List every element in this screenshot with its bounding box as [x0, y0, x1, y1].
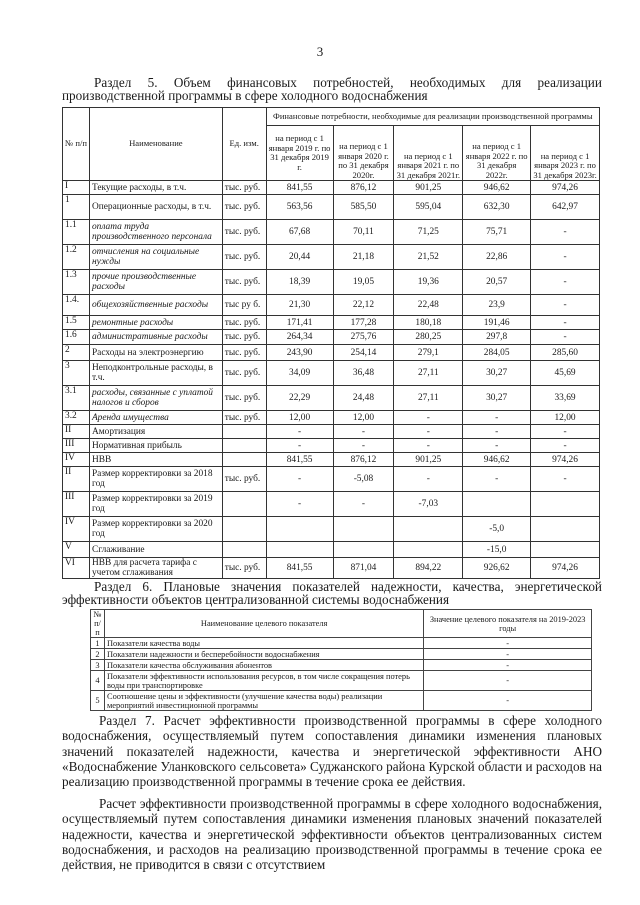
section5-heading-line1: Раздел 5. Объем финансовых потребностей, необходимых для реализации	[94, 75, 602, 90]
table-row	[63, 467, 600, 492]
row-value: 33,69	[531, 386, 600, 411]
row-name: Нормативная прибыль	[89, 439, 222, 453]
row-value: 563,56	[266, 195, 333, 220]
num: III	[63, 439, 90, 453]
t6-num: 1	[91, 638, 105, 649]
num: VI	[63, 558, 90, 579]
header-unit: Ед. изм.	[222, 108, 266, 181]
row-value	[463, 492, 531, 517]
num: I	[63, 181, 90, 195]
page-number: 3	[316, 44, 324, 59]
t6-name: Показатели эффективности использования ресурсов, в том числе сокращения потерь воды при транспортировке	[104, 671, 423, 691]
t6-value: -	[424, 649, 592, 660]
t6-num: 3	[91, 660, 105, 671]
financial-needs-table	[62, 107, 600, 579]
row-value: 946,62	[463, 181, 531, 195]
row-unit: тыс ру б.	[222, 295, 266, 316]
row-value: -	[333, 425, 394, 439]
row-value: -	[531, 439, 600, 453]
row-unit: тыс. руб.	[222, 345, 266, 361]
row-value: 67,68	[266, 220, 333, 245]
table-row	[63, 558, 600, 579]
t6-num: 5	[91, 691, 105, 711]
table-row	[91, 649, 592, 660]
row-value: -5,08	[333, 467, 394, 492]
num: II	[63, 467, 90, 492]
row-name: прочие производственные расходы	[89, 270, 222, 295]
row-name: Амортизация	[89, 425, 222, 439]
header-period: на период с 1 января 2021 г. по 31 декабря 2021г.	[394, 126, 463, 181]
row-value: -	[531, 270, 600, 295]
row-value: -5,0	[463, 517, 531, 542]
row-name: Размер корректировки за 2019 год	[89, 492, 222, 517]
section6-heading	[62, 580, 602, 606]
row-value: 254,14	[333, 345, 394, 361]
row-unit: тыс. руб.	[222, 270, 266, 295]
t6-name: Соотношение цены и эффективности (улучшение качества воды) реализации мероприятий инвестиционной программы	[104, 691, 423, 711]
table-row	[63, 295, 600, 316]
t6-name: Показатели качества воды	[104, 638, 423, 649]
header-period: на период с 1 января 2020 г. по 31 декабря 2020г.	[333, 126, 394, 181]
row-value: 21,18	[333, 245, 394, 270]
num: III	[63, 492, 90, 517]
row-value: 24,48	[333, 386, 394, 411]
row-name: НВВ	[89, 453, 222, 467]
row-value: -	[463, 439, 531, 453]
row-value: 275,76	[333, 330, 394, 345]
table-row	[63, 492, 600, 517]
row-value: 19,36	[394, 270, 463, 295]
row-value: -	[531, 220, 600, 245]
row-name: Операционные расходы, в т.ч.	[89, 195, 222, 220]
row-unit	[222, 439, 266, 453]
header-period: на период с 1 января 2022 г. по 31 декабря 2022г.	[463, 126, 531, 181]
row-name: расходы, связанные с уплатой налогов и сборов	[89, 386, 222, 411]
row-value: 21,52	[394, 245, 463, 270]
num: 3.2	[63, 411, 90, 425]
row-value: -	[394, 425, 463, 439]
t6-num: 4	[91, 671, 105, 691]
row-value: -	[333, 492, 394, 517]
row-unit: тыс. руб.	[222, 245, 266, 270]
row-unit: тыс. руб.	[222, 330, 266, 345]
header-name: Наименование	[89, 108, 222, 181]
table-row	[63, 425, 600, 439]
table-row	[63, 330, 600, 345]
num: 1.6	[63, 330, 90, 345]
row-value: 27,11	[394, 386, 463, 411]
row-value: 974,26	[531, 453, 600, 467]
section5-heading-line2: производственной программы в сфере холодного водоснабжения	[62, 88, 428, 103]
table-row	[63, 386, 600, 411]
row-unit: тыс. руб.	[222, 361, 266, 386]
section7-paragraph-1: Раздел 7. Расчет эффективности производственной программы в сфере холодного водоснабжения, осуществляемый путем сопоставления динамики изменения плановых значений показателей надежности, качества и энергетической эффективности АНО «Водоснабжение Уланковского сельсовета» Суджанского района Курской области и расходов на реализацию производственной программы в течение срока ее действия.	[62, 713, 602, 790]
t6-num: 2	[91, 649, 105, 660]
row-unit	[222, 542, 266, 558]
table-row	[63, 411, 600, 425]
row-value: 642,97	[531, 195, 600, 220]
row-value: 71,25	[394, 220, 463, 245]
table-row	[63, 245, 600, 270]
t6-value: -	[424, 671, 592, 691]
row-value: 191,46	[463, 316, 531, 330]
num: V	[63, 542, 90, 558]
num: 1	[63, 195, 90, 220]
table-row	[63, 220, 600, 245]
num: 3.1	[63, 386, 90, 411]
t6-value: -	[424, 638, 592, 649]
table-row	[63, 181, 600, 195]
header-period: на период с 1 января 2019 г. по 31 декабря 2019 г.	[266, 126, 333, 181]
header-period: на период с 1 января 2023 г. по 31 декабря 2023г.	[531, 126, 600, 181]
row-unit	[222, 425, 266, 439]
row-value: 22,12	[333, 295, 394, 316]
row-value	[333, 542, 394, 558]
row-value: 974,26	[531, 558, 600, 579]
row-name: Расходы на электроэнергию	[89, 345, 222, 361]
row-value: 876,12	[333, 181, 394, 195]
row-value: 926,62	[463, 558, 531, 579]
row-value: 279,1	[394, 345, 463, 361]
row-name: административные расходы	[89, 330, 222, 345]
row-value: 30,27	[463, 386, 531, 411]
row-value: 22,29	[266, 386, 333, 411]
section7-paragraph-2: Расчет эффективности производственной программы в сфере холодного водоснабжения, осуществляемый путем сопоставления динамики изменения плановых значений показателей надежности, качества и энергетической эффективности объектов централизованных систем водоснабжения, и расходов на реализацию производственной программы в течение срока ее действия, не приводится в связи с отсутствием	[62, 796, 602, 873]
table-row	[63, 195, 600, 220]
row-unit: тыс. руб.	[222, 181, 266, 195]
target-indicators-table	[90, 609, 592, 711]
row-value: -	[531, 245, 600, 270]
row-value: 36,48	[333, 361, 394, 386]
t6-value: -	[424, 660, 592, 671]
row-value	[531, 542, 600, 558]
row-value: -7,03	[394, 492, 463, 517]
row-value: 34,09	[266, 361, 333, 386]
row-value: 243,90	[266, 345, 333, 361]
row-value: 22,86	[463, 245, 531, 270]
row-unit: тыс. руб.	[222, 558, 266, 579]
row-value: 876,12	[333, 453, 394, 467]
table-row	[63, 453, 600, 467]
num: IV	[63, 453, 90, 467]
num: 1.1	[63, 220, 90, 245]
row-value: 18,39	[266, 270, 333, 295]
row-value	[333, 517, 394, 542]
t6-value: -	[424, 691, 592, 711]
row-value: 264,34	[266, 330, 333, 345]
row-value	[394, 517, 463, 542]
row-value	[394, 542, 463, 558]
row-value: 871,04	[333, 558, 394, 579]
row-value: 23,9	[463, 295, 531, 316]
row-value: -	[531, 295, 600, 316]
row-unit: тыс. руб.	[222, 316, 266, 330]
row-value: 20,57	[463, 270, 531, 295]
row-name: оплата труда производственного персонала	[89, 220, 222, 245]
row-value: -15,0	[463, 542, 531, 558]
row-value: 21,30	[266, 295, 333, 316]
row-name: НВВ для расчета тарифа с учетом сглаживания	[89, 558, 222, 579]
table-row	[63, 316, 600, 330]
table-row	[63, 345, 600, 361]
row-name: Аренда имущества	[89, 411, 222, 425]
row-value: 841,55	[266, 181, 333, 195]
table-row	[63, 439, 600, 453]
row-value: -	[266, 467, 333, 492]
row-value: 75,71	[463, 220, 531, 245]
row-value: 30,27	[463, 361, 531, 386]
row-value: 27,11	[394, 361, 463, 386]
row-value: -	[531, 467, 600, 492]
row-value: 177,28	[333, 316, 394, 330]
row-value: 632,30	[463, 195, 531, 220]
table-row	[63, 270, 600, 295]
section6-heading-line1: Раздел 6. Плановые значения показателей надежности, качества, энергетической	[94, 579, 602, 594]
row-value: -	[266, 492, 333, 517]
row-value	[531, 492, 600, 517]
table-row	[91, 638, 592, 649]
row-unit	[222, 453, 266, 467]
num: II	[63, 425, 90, 439]
row-value: 12,00	[266, 411, 333, 425]
row-unit	[222, 517, 266, 542]
row-value: 70,11	[333, 220, 394, 245]
num: 2	[63, 345, 90, 361]
row-value: 280,25	[394, 330, 463, 345]
num: IV	[63, 517, 90, 542]
row-name: Размер корректировки за 2018 год	[89, 467, 222, 492]
row-value: -	[531, 330, 600, 345]
row-value: 22,48	[394, 295, 463, 316]
row-unit: тыс. руб.	[222, 195, 266, 220]
table-row	[91, 660, 592, 671]
row-value: 180,18	[394, 316, 463, 330]
row-value: 284,05	[463, 345, 531, 361]
row-value: 12,00	[333, 411, 394, 425]
row-value: -	[394, 439, 463, 453]
num: 1.4.	[63, 295, 90, 316]
row-name: ремонтные расходы	[89, 316, 222, 330]
row-unit: тыс. руб.	[222, 411, 266, 425]
row-value: 946,62	[463, 453, 531, 467]
header-num: № п/п	[63, 108, 90, 181]
row-value: -	[463, 467, 531, 492]
t6-header-value: Значение целевого показателя на 2019-2023 годы	[424, 610, 592, 638]
row-unit: тыс. руб.	[222, 220, 266, 245]
row-value: 285,60	[531, 345, 600, 361]
row-value: 20,44	[266, 245, 333, 270]
row-name: Неподконтрольные расходы, в т.ч.	[89, 361, 222, 386]
num: 1.5	[63, 316, 90, 330]
row-value: 901,25	[394, 181, 463, 195]
num: 1.2	[63, 245, 90, 270]
header-group: Финансовые потребности, необходимые для реализации производственной программы	[266, 108, 599, 126]
row-unit: тыс. руб.	[222, 386, 266, 411]
row-value: 841,55	[266, 453, 333, 467]
row-value: 171,41	[266, 316, 333, 330]
row-value: -	[463, 411, 531, 425]
table-row	[63, 517, 600, 542]
section6-heading-line2: эффективности объектов централизованной системы водоснабжения	[62, 592, 450, 607]
num: 3	[63, 361, 90, 386]
row-value: 297,8	[463, 330, 531, 345]
row-value: -	[394, 411, 463, 425]
row-value: 45,69	[531, 361, 600, 386]
row-value: -	[463, 425, 531, 439]
row-value	[266, 517, 333, 542]
row-value: 894,22	[394, 558, 463, 579]
t6-name: Показатели качества обслуживания абонентов	[104, 660, 423, 671]
row-name: Размер корректировки за 2020 год	[89, 517, 222, 542]
row-name: Текущие расходы, в т.ч.	[89, 181, 222, 195]
row-name: общехозяйственные расходы	[89, 295, 222, 316]
row-value: 841,55	[266, 558, 333, 579]
row-value: 585,50	[333, 195, 394, 220]
table-row	[63, 542, 600, 558]
row-value: -	[394, 467, 463, 492]
row-value: -	[531, 425, 600, 439]
row-value: -	[266, 439, 333, 453]
row-value: 12,00	[531, 411, 600, 425]
row-name: отчисления на социальные нужды	[89, 245, 222, 270]
row-unit	[222, 492, 266, 517]
row-unit: тыс. руб.	[222, 467, 266, 492]
row-value: -	[266, 425, 333, 439]
t6-header-num: № п/п	[91, 610, 105, 638]
table-row	[63, 361, 600, 386]
row-value: 901,25	[394, 453, 463, 467]
row-value: 595,04	[394, 195, 463, 220]
row-value	[531, 517, 600, 542]
num: 1.3	[63, 270, 90, 295]
row-value	[266, 542, 333, 558]
t6-header-name: Наименование целевого показателя	[104, 610, 423, 638]
section5-heading	[62, 76, 602, 102]
row-value: -	[333, 439, 394, 453]
row-value: -	[531, 316, 600, 330]
row-name: Сглаживание	[89, 542, 222, 558]
table-row	[91, 691, 592, 711]
row-value: 19,05	[333, 270, 394, 295]
t6-name: Показатели надежности и бесперебойности водоснабжения	[104, 649, 423, 660]
row-value: 974,26	[531, 181, 600, 195]
table-row	[91, 671, 592, 691]
